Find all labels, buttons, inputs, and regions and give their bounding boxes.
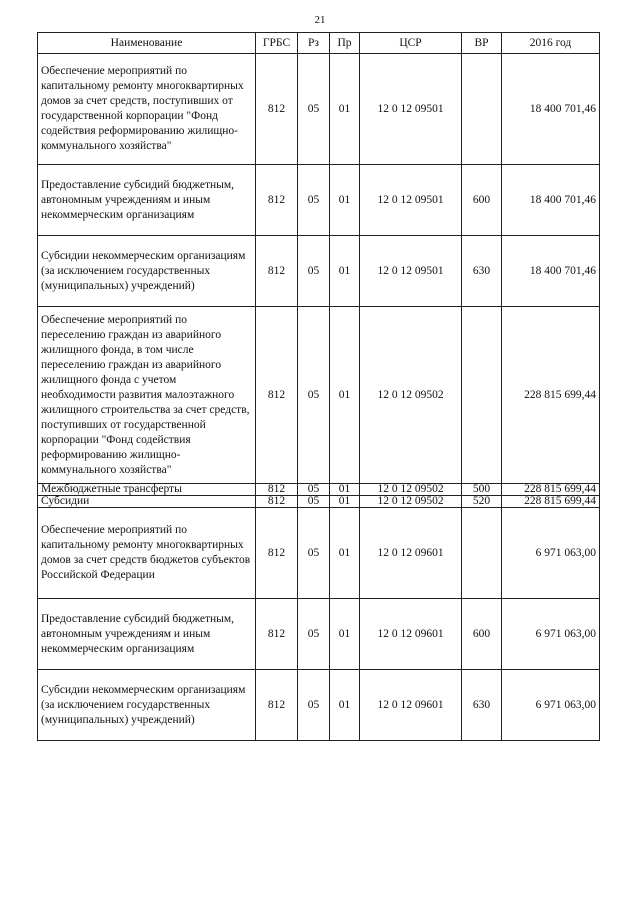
- row-csr: 12 0 12 09601: [360, 599, 462, 670]
- row-rz: 05: [298, 307, 330, 484]
- row-grbs: 812: [256, 670, 298, 741]
- row-amount: 228 815 699,44: [502, 307, 600, 484]
- row-rz: 05: [298, 599, 330, 670]
- row-pr: 01: [330, 496, 360, 508]
- table-row: [38, 496, 600, 508]
- table-row: [38, 236, 600, 307]
- row-csr: 12 0 12 09502: [360, 307, 462, 484]
- row-name: Обеспечение мероприятий по переселению граждан из аварийного жилищного фонда, в том числе переселению граждан из аварийного жилищного фонда с учетом необходимости развития малоэтажного жилищного строительства за счет средств, поступивших от государственной корпорации "Фонд содействия реформированию жилищно-коммунального хозяйства": [38, 307, 256, 484]
- row-name: Обеспечение мероприятий по капитальному ремонту многоквартирных домов за счет средств, поступивших от государственной корпорации "Фонд содействия реформированию жилищно-коммунального хозяйства": [38, 54, 256, 165]
- row-vr: 600: [462, 165, 502, 236]
- row-amount: 18 400 701,46: [502, 54, 600, 165]
- row-rz: 05: [298, 508, 330, 599]
- row-pr: 01: [330, 670, 360, 741]
- page-number: 21: [314, 14, 326, 26]
- row-grbs: 812: [256, 236, 298, 307]
- row-name: Предоставление субсидий бюджетным, автономным учреждениям и иным некоммерческим организациям: [38, 599, 256, 670]
- header-name: Наименование: [38, 33, 256, 54]
- row-vr: [462, 307, 502, 484]
- table-row: [38, 599, 600, 670]
- row-vr: 500: [462, 484, 502, 496]
- row-grbs: 812: [256, 54, 298, 165]
- row-vr: [462, 508, 502, 599]
- row-grbs: 812: [256, 165, 298, 236]
- row-csr: 12 0 12 09502: [360, 496, 462, 508]
- row-csr: 12 0 12 09501: [360, 54, 462, 165]
- header-pr: Пр: [330, 33, 360, 54]
- table-row: [38, 165, 600, 236]
- budget-table: [37, 32, 600, 741]
- row-name: Субсидии некоммерческим организациям (за исключением государственных (муниципальных) учреждений): [38, 236, 256, 307]
- row-grbs: 812: [256, 484, 298, 496]
- row-pr: 01: [330, 236, 360, 307]
- header-rz: Рз: [298, 33, 330, 54]
- row-csr: 12 0 12 09502: [360, 484, 462, 496]
- row-amount: 228 815 699,44: [502, 484, 600, 496]
- row-rz: 05: [298, 236, 330, 307]
- row-grbs: 812: [256, 508, 298, 599]
- row-vr: 520: [462, 496, 502, 508]
- table-header-row: [38, 33, 600, 54]
- row-rz: 05: [298, 165, 330, 236]
- row-pr: 01: [330, 54, 360, 165]
- row-pr: 01: [330, 307, 360, 484]
- row-pr: 01: [330, 484, 360, 496]
- row-amount: 18 400 701,46: [502, 165, 600, 236]
- row-rz: 05: [298, 54, 330, 165]
- table-row: [38, 307, 600, 484]
- row-pr: 01: [330, 165, 360, 236]
- row-rz: 05: [298, 670, 330, 741]
- row-csr: 12 0 12 09501: [360, 236, 462, 307]
- table-row: [38, 54, 600, 165]
- row-pr: 01: [330, 599, 360, 670]
- row-name: Субсидии некоммерческим организациям (за исключением государственных (муниципальных) учреждений): [38, 670, 256, 741]
- header-year: 2016 год: [502, 33, 600, 54]
- row-vr: 630: [462, 670, 502, 741]
- row-rz: 05: [298, 496, 330, 508]
- row-grbs: 812: [256, 307, 298, 484]
- row-amount: 6 971 063,00: [502, 670, 600, 741]
- table-row: [38, 484, 600, 496]
- row-amount: 18 400 701,46: [502, 236, 600, 307]
- row-amount: 228 815 699,44: [502, 496, 600, 508]
- row-name: Субсидии: [38, 496, 256, 508]
- row-csr: 12 0 12 09601: [360, 670, 462, 741]
- row-name: Обеспечение мероприятий по капитальному ремонту многоквартирных домов за счет средств бюджетов субъектов Российской Федерации: [38, 508, 256, 599]
- row-amount: 6 971 063,00: [502, 508, 600, 599]
- row-vr: 630: [462, 236, 502, 307]
- row-name: Предоставление субсидий бюджетным, автономным учреждениям и иным некоммерческим организациям: [38, 165, 256, 236]
- header-csr: ЦСР: [360, 33, 462, 54]
- row-vr: 600: [462, 599, 502, 670]
- row-vr: [462, 54, 502, 165]
- table-row: [38, 670, 600, 741]
- header-grbs: ГРБС: [256, 33, 298, 54]
- row-name: Межбюджетные трансферты: [38, 484, 256, 496]
- row-grbs: 812: [256, 599, 298, 670]
- row-csr: 12 0 12 09501: [360, 165, 462, 236]
- table-row: [38, 508, 600, 599]
- header-vr: ВР: [462, 33, 502, 54]
- row-csr: 12 0 12 09601: [360, 508, 462, 599]
- row-grbs: 812: [256, 496, 298, 508]
- row-amount: 6 971 063,00: [502, 599, 600, 670]
- row-pr: 01: [330, 508, 360, 599]
- row-rz: 05: [298, 484, 330, 496]
